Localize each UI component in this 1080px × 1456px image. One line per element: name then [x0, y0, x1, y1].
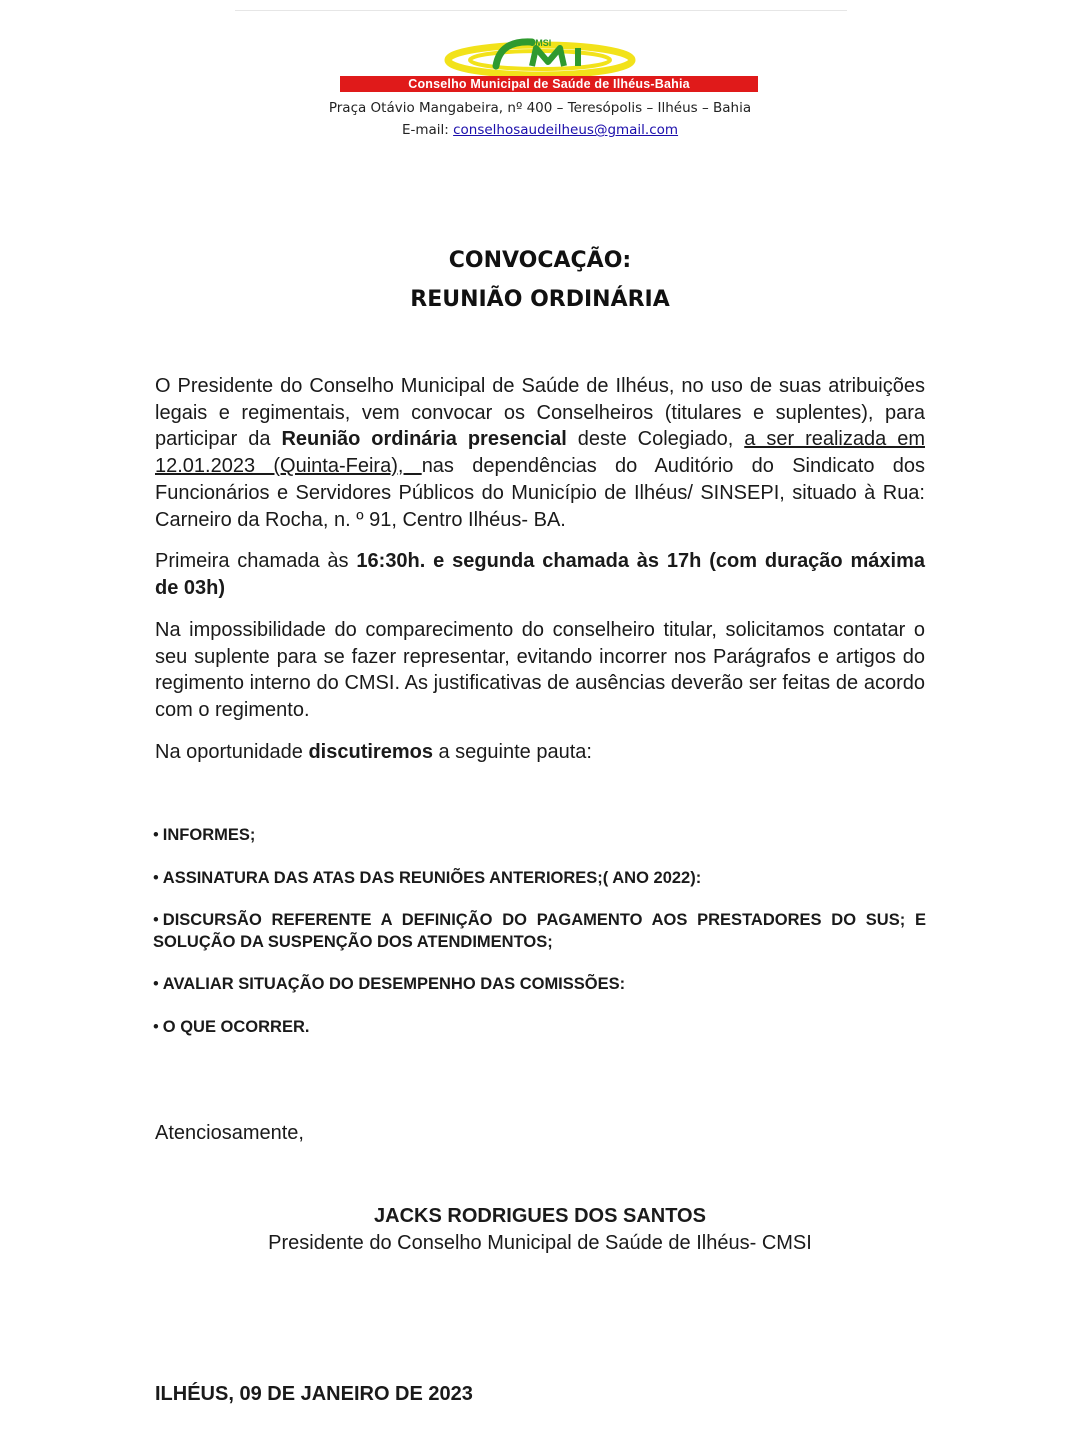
- agenda-item-text: O QUE OCORRER.: [162, 1018, 310, 1036]
- header-address: Praça Otávio Mangabeira, nº 400 – Teresópolis – Ilhéus – Bahia: [328, 100, 752, 116]
- agenda-item: [153, 973, 926, 995]
- email-link[interactable]: conselhosaudeilheus@gmail.com: [453, 122, 679, 138]
- bullet-icon: •: [153, 826, 159, 844]
- p1-text-a: O Presidente do Conselho Municipal de Saúde de Ilhéus, no uso de suas atribuições legais e regimentais, vem convocar os Conselheiros (titulares e suplentes), para participar da: [155, 375, 925, 451]
- paragraph-agenda-intro: [155, 739, 925, 766]
- agenda-item: [153, 1016, 926, 1038]
- p2-times: 16:30h. e segunda chamada às 17h (com duração máxima de 03h): [155, 550, 925, 599]
- cmsi-logo-mark-icon: [440, 36, 640, 78]
- document-title: CONVOCAÇÃO:: [448, 248, 632, 273]
- bullet-icon: •: [153, 911, 159, 929]
- bullet-icon: •: [153, 1018, 159, 1036]
- header-email: [0, 122, 1080, 138]
- document-subtitle: REUNIÃO ORDINÁRIA: [410, 287, 670, 312]
- paragraph-absence: Na impossibilidade do comparecimento do conselheiro titular, solicitamos contatar o seu suplente para se fazer representar, evitando incorrer nos Parágrafos e artigos do regimento interno do CMSI. As justificativas de ausências deverão ser feitas de acordo com o regimento.: [155, 619, 925, 722]
- top-divider: [235, 10, 847, 11]
- p4-text-c: a seguinte pauta:: [432, 741, 592, 763]
- agenda-item-text: ASSINATURA DAS ATAS DAS REUNIÕES ANTERIORES;( ANO 2022):: [162, 869, 702, 887]
- paragraph-schedule: [155, 548, 925, 601]
- agenda-item-text: AVALIAR SITUAÇÃO DO DESEMPENHO DAS COMISSÕES:: [162, 975, 626, 993]
- email-label: E-mail:: [401, 122, 454, 138]
- p1-meeting-type: Reunião ordinária presencial: [281, 428, 567, 451]
- logo-banner: [340, 76, 758, 92]
- logo-text: CMSI: [528, 38, 552, 48]
- bullet-icon: •: [153, 975, 159, 993]
- paragraph-convocation: [155, 373, 925, 533]
- logo-banner-text: Conselho Municipal de Saúde de Ilhéus-Bahia: [408, 77, 690, 91]
- p4-text-a: Na oportunidade: [155, 741, 309, 763]
- p4-discuss: discutiremos: [308, 741, 433, 763]
- p1-meeting-date: a ser realizada em 12.01.2023 (Quinta-Feira),: [155, 428, 925, 478]
- agenda-item: [153, 824, 926, 846]
- p2-text-a: Primeira chamada às: [155, 550, 357, 572]
- agenda-item: [153, 867, 926, 889]
- signer-name: JACKS RODRIGUES DOS SANTOS: [374, 1205, 706, 1227]
- signer-role: Presidente do Conselho Municipal de Saúde de Ilhéus- CMSI: [268, 1232, 812, 1254]
- document-date: ILHÉUS, 09 DE JANEIRO DE 2023: [155, 1383, 473, 1405]
- bullet-icon: •: [153, 869, 159, 887]
- cmsi-logo: [340, 36, 758, 94]
- p1-text-c: deste Colegiado,: [566, 428, 745, 451]
- agenda-item: [153, 909, 926, 953]
- agenda-item-text: INFORMES;: [162, 826, 256, 844]
- agenda-item-text: DISCURSÃO REFERENTE A DEFINIÇÃO DO PAGAMENTO AOS PRESTADORES DO SUS; E SOLUÇÃO DA SUSPENÇÃO DOS ATENDIMENTOS;: [153, 911, 926, 951]
- closing-salutation: Atenciosamente,: [155, 1122, 304, 1144]
- p1-text-e: nas dependências do Auditório do Sindicato dos Funcionários e Servidores Públicos do Município de Ilhéus/ SINSEPI, situado à Rua: Carneiro da Rocha, n. º 91, Centro Ilhéus- BA.: [155, 455, 925, 531]
